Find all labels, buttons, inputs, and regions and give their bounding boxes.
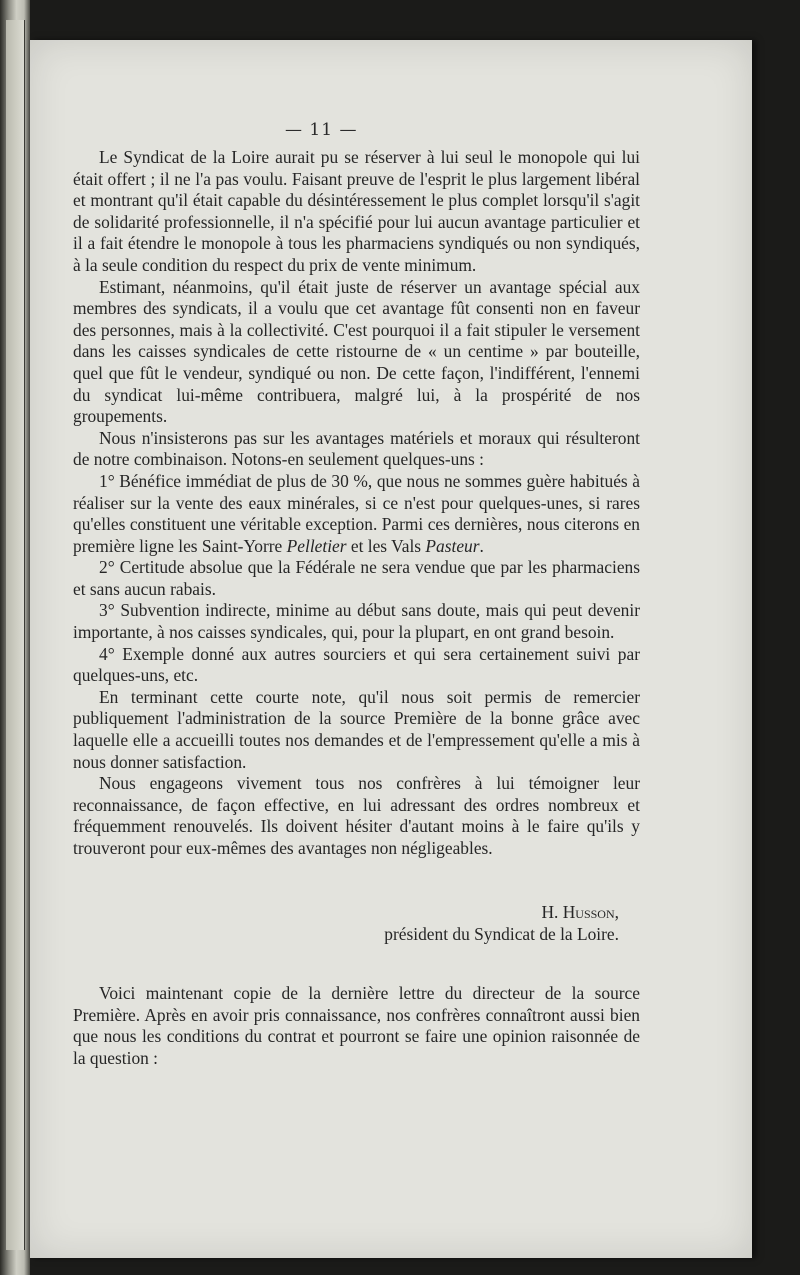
italic-pelletier: Pelletier — [286, 535, 347, 556]
list-item-2: 2° Certitude absolue que la Fédérale ne sera vendue que par les pharmaciens et sans aucun rabais. — [73, 557, 640, 599]
facing-page-edge — [6, 20, 25, 1250]
paragraph-3: Nous n'insisterons pas sur les avantages matériels et moraux qui résulteront de notre combinaison. Notons-en seulement quelques-uns : — [73, 427, 640, 470]
signature-role: président du Syndicat de la Loire. — [384, 924, 619, 944]
italic-pasteur: Pasteur — [425, 535, 480, 556]
paragraph-2: Estimant, néanmoins, qu'il était juste de réserver un avantage spécial aux membres des syndicats, il a voulu que cet avantage fût consenti non en faveur des personnes, mais à la collectivité. C'est pourquoi il a fait stipuler le versement dans les caisses syndicales de cette ristourne de « un centime » par bouteille, quel que fût le vendeur, syndiqué ou non. De cette façon, l'indifférent, l'ennemi du syndicat lui-même contribuera, malgré lui, à la prospérité de nos groupements. — [73, 276, 640, 427]
signature-surname: Husson, — [562, 902, 619, 922]
closing-paragraph: Voici maintenant copie de la dernière lettre du directeur de la source Première. Après en avoir pris connaissance, nos confrères connaîtront aussi bien que nous les conditions du contrat et pourront se faire une opinion raisonnée de la question : — [73, 983, 640, 1068]
paragraph-1: Le Syndicat de la Loire aurait pu se réserver à lui seul le monopole qui lui était offert ; il ne l'a pas voulu. Faisant preuve de l'esprit le plus largement libéral et montrant qu'il était capable du désintéressement le plus complet lorsqu'il s'agit de solidarité professionnelle, il n'a spécifié pour lui aucun avantage particulier et il a fait étendre le monopole à tous les pharmaciens syndiqués ou non syndiqués, à la seule condition du respect du prix de vente minimum. — [73, 147, 640, 275]
paragraph-5: Nous engageons vivement tous nos confrères à lui témoigner leur reconnaissance, de façon effective, en lui adressant des ordres nombreux et fréquemment renouvelés. Ils doivent hésiter d'autant moins à le faire qu'ils y trouveront pour eux-mêmes des avantages non négligeables. — [73, 773, 640, 858]
list-item-1 — [73, 471, 640, 557]
paragraph-4: En terminant cette courte note, qu'il nous soit permis de remercier publiquement l'administration de la source Première de la bonne grâce avec laquelle elle a accueilli toutes nos demandes et de l'empressement qu'elle a mis à nous donner satisfaction. — [73, 686, 640, 772]
list-item-1-mid: et les Vals — [346, 535, 426, 556]
list-item-3: 3° Subvention indirecte, minime au début sans doute, mais qui peut devenir importante, à nos caisses syndicales, qui, pour la plupart, en ont grand besoin. — [73, 600, 640, 643]
list-item-1-text: 1° Bénéfice immédiat de plus de 30 %, que nous ne sommes guère habitués à réaliser sur la vente des eaux minérales, si ce n'est pour quelques-unes, si rares qu'elles constituent une véritable exception. Parmi ces dernières, nous citerons en première ligne les Saint-Yorre — [73, 470, 640, 556]
signature-name — [541, 902, 619, 923]
list-item-1-end: . — [479, 535, 484, 556]
list-item-4: 4° Exemple donné aux autres sourciers et qui sera certainement suivi par quelques-uns, etc. — [73, 643, 640, 686]
body-text — [73, 147, 640, 860]
closing-text — [73, 983, 640, 1069]
signature-initial: H. — [541, 902, 563, 922]
document-page: — 11 — Le Syndicat de la Loire aurait pu se réserver à lui seul le monopole qui lui était offert ; il ne l'a pas voulu. Faisant preuve de l'esprit le plus largement libéral et montrant qu'il était capable du désintéressement le plus complet lorsqu'il s'agit de solidarité professionnelle, il n'a spécifié pour lui aucun avantage particulier et il a fait étendre le monopole à tous les pharmaciens syndiqués ou non syndiqués, à la seule condition du respect du prix de vente minimum. Estimant, néanmoins, qu'il était juste de réserver un avantage spécial aux membres des syndicats, il a voulu que cet avantage fût consenti non en faveur des personnes, mais à la collectivité. C'est pourquoi il a fait stipuler le versement dans les caisses syndicales de cette ristourne de « un centime » par bouteille, quel que fût le vendeur, syndiqué ou non. De cette façon, l'indifférent, l'ennemi du syndicat lui-même contribuera, malgré lui, à la prospérité de nos groupements. Nous n'insisterons pas sur les avantages matériels et moraux qui résulteront de notre combinaison. Notons-en seulement quelques-uns : 1° Bénéfice immédiat de plus de 30 %, que nous ne sommes guère habitués à réaliser sur la vente des eaux minérales, si ce n'est pour quelques-unes, si rares qu'elles constituent une véritable exception. Parmi ces dernières, nous citerons en première ligne les Saint-Yorre Pelletier et les Vals Pasteur. 2° Certitude absolue que la Fédérale ne sera vendue que par les pharmaciens et sans aucun rabais. 3° Subvention indirecte, minime au début sans doute, mais qui peut devenir importante, à nos caisses syndicales, qui, pour la plupart, en ont grand besoin. 4° Exemple donné aux autres sourciers et qui sera certainement suivi par quelques-uns, etc. En terminant cette courte note, qu'il nous soit permis de remercier publiquement l'administration de la source Première de la bonne grâce avec laquelle elle a accueilli toutes nos demandes et de l'empressement qu'elle a mis à nous donner satisfaction. Nous engageons vivement tous nos confrères à lui témoigner leur reconnaissance, de façon effective, en lui adressant des ordres nombreux et fréquemment renouvelés. Ils doivent hésiter d'autant moins à le faire qu'ils y trouveront pour eux-mêmes des avantages non négligeables. H. Husson, président du Syndicat de la Loire. Voici maintenant copie de la dernière lettre du directeur de la source Première. Après en avoir pris connaissance, nos confrères connaîtront aussi bien que nous les conditions du contrat et pourront se faire une opinion raisonnée de la question : — [30, 40, 752, 1258]
